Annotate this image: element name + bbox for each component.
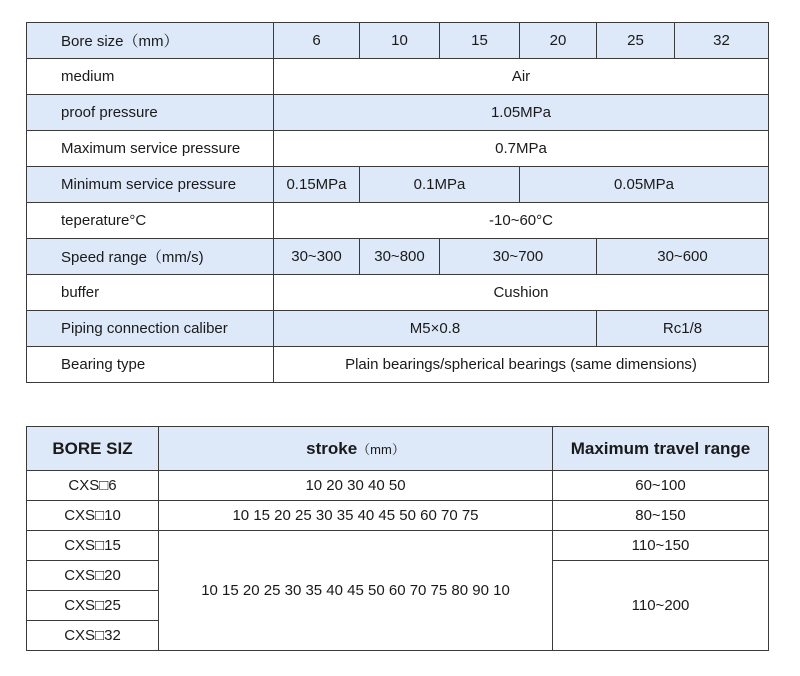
max-pressure-value: 0.7MPa (274, 131, 769, 167)
table-row (27, 501, 769, 531)
medium-label: medium (27, 59, 274, 95)
buffer-row (27, 275, 769, 311)
piping-value-m5: M5×0.8 (274, 311, 597, 347)
stroke-table (26, 426, 769, 651)
travel-cxs20-32: 110~200 (553, 561, 769, 651)
header-stroke-unit: （mm） (357, 441, 405, 457)
temperature-row (27, 203, 769, 239)
bore-10: 10 (360, 23, 440, 59)
bore-32: 32 (675, 23, 769, 59)
medium-value: Air (274, 59, 769, 95)
speed-value-15-20: 30~700 (440, 239, 597, 275)
travel-cxs15: 110~150 (553, 531, 769, 561)
bore-size-label: Bore size（mm） (27, 23, 274, 59)
model-cxs32: CXS□32 (27, 621, 159, 651)
model-cxs25: CXS□25 (27, 591, 159, 621)
max-pressure-row (27, 131, 769, 167)
bearing-label: Bearing type (27, 347, 274, 383)
model-cxs10: CXS□10 (27, 501, 159, 531)
spec-table (26, 22, 769, 383)
bore-25: 25 (597, 23, 675, 59)
model-cxs15: CXS□15 (27, 531, 159, 561)
header-bore-size: BORE SIZ (27, 427, 159, 471)
table-row (27, 471, 769, 501)
min-pressure-label: Minimum service pressure (27, 167, 274, 203)
piping-label: Piping connection caliber (27, 311, 274, 347)
header-stroke-label: stroke (306, 438, 358, 458)
table-row (27, 531, 769, 561)
speed-range-row (27, 239, 769, 275)
bearing-row (27, 347, 769, 383)
stroke-cxs6: 10 20 30 40 50 (159, 471, 553, 501)
piping-row (27, 311, 769, 347)
buffer-label: buffer (27, 275, 274, 311)
piping-value-rc: Rc1/8 (597, 311, 769, 347)
proof-pressure-row (27, 95, 769, 131)
temperature-label: teperature°C (27, 203, 274, 239)
travel-cxs6: 60~100 (553, 471, 769, 501)
model-cxs6: CXS□6 (27, 471, 159, 501)
max-pressure-label: Maximum service pressure (27, 131, 274, 167)
bore-6: 6 (274, 23, 360, 59)
min-pressure-value-10-15: 0.1MPa (360, 167, 520, 203)
bearing-value: Plain bearings/spherical bearings (same dimensions) (274, 347, 769, 383)
model-cxs20: CXS□20 (27, 561, 159, 591)
speed-range-label: Speed range（mm/s) (27, 239, 274, 275)
travel-cxs10: 80~150 (553, 501, 769, 531)
proof-pressure-value: 1.05MPa (274, 95, 769, 131)
bore-15: 15 (440, 23, 520, 59)
header-stroke (159, 427, 553, 471)
stroke-cxs10: 10 15 20 25 30 35 40 45 50 60 70 75 (159, 501, 553, 531)
min-pressure-row (27, 167, 769, 203)
min-pressure-value-6: 0.15MPa (274, 167, 360, 203)
speed-value-10: 30~800 (360, 239, 440, 275)
bore-size-row (27, 23, 769, 59)
temperature-value: -10~60°C (274, 203, 769, 239)
stroke-header-row (27, 427, 769, 471)
bore-20: 20 (520, 23, 597, 59)
min-pressure-value-20-32: 0.05MPa (520, 167, 769, 203)
proof-pressure-label: proof pressure (27, 95, 274, 131)
header-max-travel: Maximum travel range (553, 427, 769, 471)
buffer-value: Cushion (274, 275, 769, 311)
stroke-cxs15-32: 10 15 20 25 30 35 40 45 50 60 70 75 80 90 10 (159, 531, 553, 651)
medium-row (27, 59, 769, 95)
speed-value-6: 30~300 (274, 239, 360, 275)
speed-value-25-32: 30~600 (597, 239, 769, 275)
